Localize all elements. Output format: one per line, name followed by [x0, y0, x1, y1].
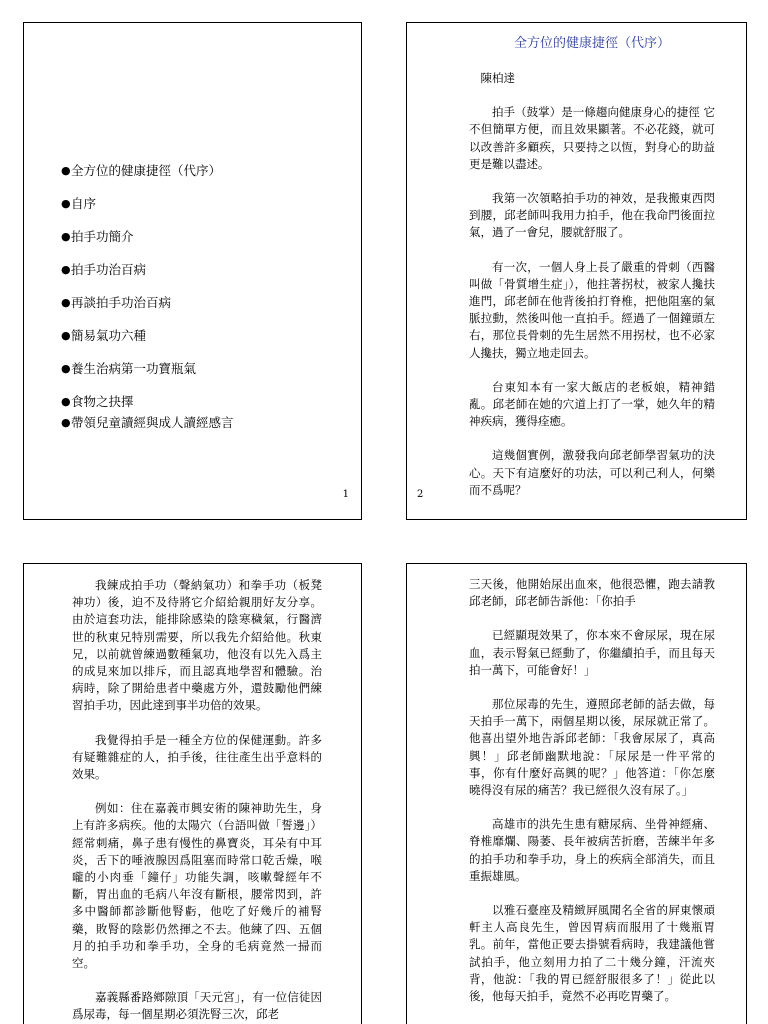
paragraph: 拍手（鼓掌）是一條趨向健康身心的捷徑 它不但簡單方便，而且效果顯著。不必花錢，就可以改善許多顧疾，只要持之以恆，對身心的助益更是難以盡述。 — [469, 105, 715, 171]
page-1 — [23, 22, 362, 520]
table-of-contents — [61, 163, 351, 448]
text-column — [469, 35, 715, 516]
page-3 — [23, 563, 362, 1024]
paragraph: 有一次，一個人身上長了嚴重的骨刺（西醫叫做「骨質增生症」），他拄著拐杖，被家人攙扶進門，邱老師在他背後拍打脊椎，把他阻塞的氣脈拉動，然後叫他一直拍手。經過了一個鐘頭左右，那位長骨刺的先生居然不用拐杖，也不必家人攙扶，獨立地走回去。 — [469, 259, 715, 360]
paragraph: 嘉義縣番路鄉隙頂「天元宮」，有一位信徒因爲尿毒，每一個星期必須洗腎三次，邱老 — [72, 990, 322, 1022]
paragraph: 高雄市的洪先生患有糖尿病、坐骨神經痛、脊椎靡爛、陽萎、長年被病苦折磨，苦練半年多的拍手功和拳手功，身上的疾病全部消失，而且重振雄風。 — [469, 817, 715, 883]
toc-item[interactable]: ● 簡易氣功六種 — [61, 328, 147, 343]
bullet-icon: ● — [61, 263, 71, 276]
paragraph: 那位尿毒的先生，遵照邱老師的話去做，每天拍手一萬下，兩個星期以後，尿尿就正常了。他喜出望外地告訴邱老師：「我會尿尿了，真高興！」邱老師幽默地說：「尿尿是一件平常的事，你有什麼好高興的呢？」他答道：「你怎麼曉得沒有尿的痛苦？我已經很久沒有尿了。」 — [469, 697, 715, 798]
paragraph: 以雅石臺座及精緻屛風聞名全省的屛東懷頑軒主人高良先生，曾因胃病而服用了十幾瓶胃乳。前年，當他正要去掛號看病時，我建議他嘗試拍手，他立刻用力拍了二十幾分鐘，汗流夾背，他說：「我的胃已經舒服很多了！」從此以後，他每天拍手，竟然不必再吃胃藥了。 — [469, 903, 715, 1004]
bullet-icon: ● — [61, 362, 71, 375]
toc-item[interactable]: ● 再談拍手功治百病 — [61, 295, 172, 310]
bullet-icon: ● — [61, 416, 71, 429]
paragraph: 已經顯現效果了，你本來不會尿尿，現在尿血，表示腎氣已經動了，你繼續拍手，而且每天拍一萬下，可能會好！」 — [469, 628, 715, 677]
paragraph: 我覺得拍手是一種全方位的保健運動。許多有疑難雜症的人，拍手後，往往產生出乎意料的效果。 — [72, 732, 322, 782]
toc-item[interactable]: ● 帶領兒童讀經與成人讀經感言 — [61, 415, 234, 430]
toc-item[interactable]: ● 養生治病第一功寶瓶氣 — [61, 361, 197, 376]
paragraph: 這幾個實例，激發我向邱老師學習氣功的決心。天下有這麼好的功法，可以利己利人，何樂而不爲呢？ — [469, 448, 715, 497]
bullet-icon: ● — [61, 230, 71, 243]
toc-item[interactable]: ● 自序 — [61, 196, 97, 211]
paragraph: 例如：住在嘉義市興安術的陳神助先生，身上有許多病疾。他的太陽穴（台語叫做「誓邊」）經常刺痛，鼻子患有慢性的鼻寶炎，耳朵有中耳炎，舌下的唾液腺因爲阻塞而時常口乾舌燥，喉嚨的小肉垂「鐘仔」功能失調，咳嗽聲經年不斷，胃出血的毛病八年沒有斷根，腰常閃到，許多中醫師都診斷他腎虧，他吃了好幾斤的補腎藥，敗腎的陰影仍然揮之不去。他練了四、五個月的拍手功和拳手功，全身的毛病竟然一掃而空。 — [72, 801, 322, 971]
page-2 — [406, 22, 747, 520]
page-number: 2 — [417, 489, 424, 500]
toc-item[interactable]: ● 全方位的健康捷徑（代序） — [61, 163, 222, 178]
bullet-icon: ● — [61, 395, 71, 408]
page-title: 全方位的健康捷徑（代序） — [513, 36, 670, 51]
page-4 — [406, 563, 747, 1024]
paragraph: 我練成拍手功（聲納氣功）和拳手功（板凳神功）後，迫不及待將它介紹給親朋好友分享。由於這套功法，能排除感染的陰寒穢氣，行醫濟世的秋東兄特別需要，所以我先介紹給他。秋東兄，以前就曾練過數種氣功，他沒有以先入爲主的成見來加以排斥，而且認真地學習和體驗。治病時，除了開給患者中藥處方外，還鼓勵他們練習拍手功，因此達到事半功倍的效果。 — [72, 578, 322, 713]
text-column — [469, 576, 715, 1022]
toc-item[interactable]: ● 食物之抉擇 — [61, 394, 134, 409]
page-number: 1 — [342, 489, 349, 500]
toc-item[interactable]: ● 拍手功治百病 — [61, 262, 147, 277]
bullet-icon: ● — [61, 164, 71, 177]
bullet-icon: ● — [61, 296, 71, 309]
toc-item[interactable]: ● 拍手功簡介 — [61, 229, 134, 244]
paragraph: 台東知本有一家大飯店的老板娘，精神錯亂。邱老師在她的穴道上打了一掌，她久年的精神疾病，獲得痊癒。 — [469, 379, 715, 429]
paragraph: 三天後，他開始尿出血來，他很恐懼，跑去請教邱老師，邱老師告訴他：「你拍手 — [469, 577, 715, 609]
bullet-icon: ● — [61, 197, 71, 210]
author-name: 陳柏達 — [480, 71, 515, 85]
text-column — [72, 577, 322, 1024]
bullet-icon: ● — [61, 329, 71, 342]
paragraph: 我第一次領略拍手功的神效，是我搬東西閃到腰，邱老師叫我用力拍手，他在我命門後面拉氣，過了一會兒，腰就舒服了。 — [469, 191, 715, 240]
